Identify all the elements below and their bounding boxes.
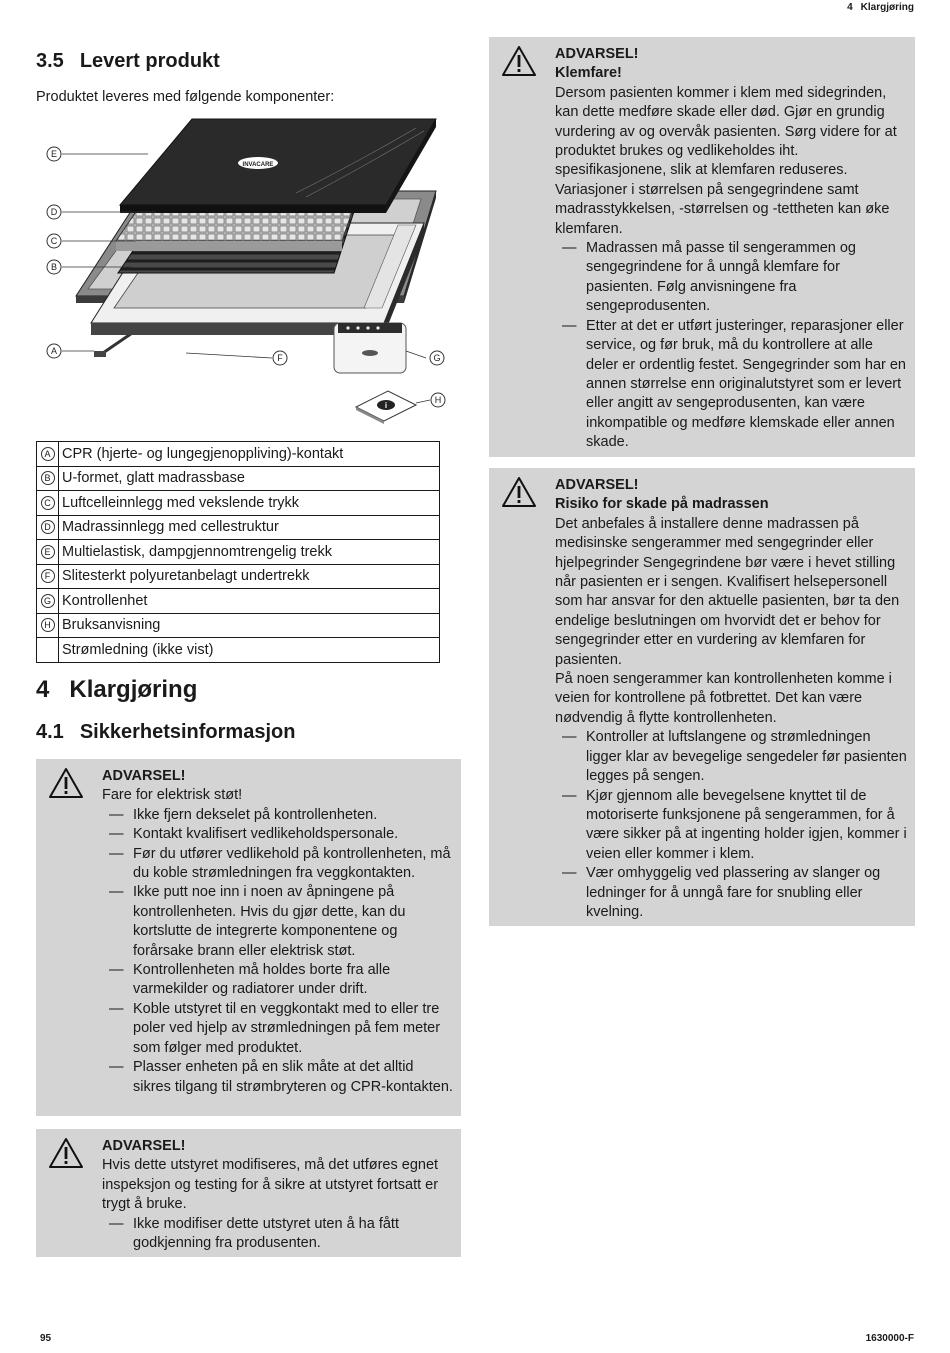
list-item: — Kontroller at luftslangene og strømledningen ligger klar av bevegelige sengedeler før pasienten legges på sengen. — [555, 728, 909, 786]
component-letter: C — [41, 496, 55, 510]
intro-text: Produktet leveres med følgende komponenter: — [36, 89, 335, 105]
warning-title: ADVARSEL! — [102, 768, 186, 784]
warning-list — [555, 239, 909, 452]
table-row — [37, 466, 440, 491]
callout-a: A — [50, 346, 58, 356]
component-letter: B — [41, 471, 55, 485]
table-row — [37, 491, 440, 516]
warning-subtitle: Klemfare! — [555, 65, 622, 82]
warning-list — [555, 728, 909, 922]
running-header — [847, 2, 914, 13]
warning-subtitle: Risiko for skade på madrassen — [555, 496, 769, 513]
component-letter: D — [41, 520, 55, 534]
warning-text: Det anbefales å installere denne madrassen på medisinske sengerammer med sengegrinder eller hjelpegrinder Sengegrindene bør være i hevet stilling når pasienten er i sengen. Kvalifisert helsepersonell som har ansvar for den aktuelle pasienten, bør ta den endelige beslutningen om hvorvidt det er behov for sengegrinder etter en vurdering av klemfaren for pasienten. — [555, 515, 900, 668]
warning-triangle-icon — [501, 45, 537, 77]
warning-triangle-icon — [501, 476, 537, 508]
section-heading-4-1 — [36, 721, 295, 744]
chapter-heading-number: 4 — [36, 676, 50, 703]
section-heading-3-5 — [36, 50, 220, 73]
component-name: Slitesterkt polyuretanbelagt undertrekk — [59, 564, 440, 589]
chapter-heading-title: Klargjøring — [69, 676, 198, 703]
component-name: Strømledning (ikke vist) — [59, 638, 440, 663]
document-number: 1630000-F — [865, 1333, 914, 1344]
warning-title: ADVARSEL! — [555, 477, 639, 493]
component-letter: E — [41, 545, 55, 559]
list-item: — Ikke modifiser dette utstyret uten å ha fått godkjenning fra produsenten. — [102, 1215, 455, 1254]
warning-mattress-damage — [489, 468, 915, 926]
list-item: — Kontrollenheten må holdes borte fra alle varmekilder og radiatorer under drift. — [102, 961, 455, 1000]
page-number: 95 — [40, 1333, 52, 1344]
component-name: Kontrollenhet — [59, 589, 440, 614]
callout-c: C — [50, 236, 58, 246]
chapter-title: Klargjøring — [860, 2, 914, 13]
table-row — [37, 515, 440, 540]
component-name: Bruksanvisning — [59, 613, 440, 638]
warning-text: Dersom pasienten kommer i klem med sidegrinden, kan dette medføre skade eller død. Gjør en grundig vurdering av og overvåk pasienten. Sørg videre for at produktet brukes og vedlikeholdes iht. spesifikasjonene, slik at klemfaren reduseres. — [555, 84, 897, 179]
warning-electric-shock — [36, 759, 461, 1116]
component-name: CPR (hjerte- og lungegjenoppliving)-kontakt — [59, 442, 440, 467]
warning-text: Hvis dette utstyret modifiseres, må det utføres egnet inspeksjon og testing for å sikre at utstyret fortsatt er trygt å bruke. — [102, 1157, 439, 1213]
component-letter: H — [41, 618, 55, 632]
warning-title: ADVARSEL! — [555, 46, 639, 62]
table-row — [37, 613, 440, 638]
list-item: — Kjør gjennom alle bevegelsene knyttet til de motoriserte funksjonene på sengerammen, for å være sikker på at ingenting holder igjen, kommer i veien eller kommer i klem. — [555, 787, 909, 865]
warning-text: På noen sengerammer kan kontrollenheten komme i veien for kontrollene på fotbrettet. Det kan være nødvendig å flytte kontrollenheten. — [555, 671, 892, 726]
warning-modification — [36, 1129, 461, 1257]
warning-text: Fare for elektrisk støt! — [102, 787, 243, 804]
components-table — [36, 441, 440, 663]
section-number: 3.5 — [36, 50, 64, 72]
top-cover-layer — [120, 119, 436, 213]
table-row — [37, 638, 440, 663]
warning-text: Variasjoner i størrelsen på sengegrindene samt madrasstykkelsen, -størrelsen og -tettheten kan øke klemfaren. — [555, 181, 890, 237]
list-item: — Ikke putt noe inn i noen av åpningene på kontrollenheten. Hvis du gjør dette, kan du kortslutte de integrerte komponentene og forårsake brann eller elektrisk støt. — [102, 883, 455, 961]
section-title: Levert produkt — [79, 50, 220, 72]
table-row — [37, 564, 440, 589]
list-item: — Madrassen må passe til sengerammen og sengegrindene for å unngå klemfare for pasienten. Følg anvisningene fra sengeprodusenten. — [555, 239, 909, 317]
component-letter: A — [41, 447, 55, 461]
list-item: — Kontakt kvalifisert vedlikeholdspersonale. — [102, 825, 455, 844]
control-unit — [334, 323, 406, 373]
warning-list — [102, 1215, 455, 1254]
component-name: Madrassinnlegg med cellestruktur — [59, 515, 440, 540]
warning-list — [102, 806, 455, 1097]
warning-triangle-icon — [48, 767, 84, 799]
component-name: U-formet, glatt madrassbase — [59, 466, 440, 491]
list-item: — Etter at det er utført justeringer, reparasjoner eller service, og før bruk, må du kontrollere at alle deler er ordentlig festet. Sengegrinder som har en annen størrelse enn originalutstyret som er levert eller angitt av sengeprodusenten, kan være inkompatible og medføre klemskade eller annen skade. — [555, 317, 909, 453]
list-item: — Koble utstyret til en veggkontakt med to eller tre poler ved hjelp av strømledningen på fem meter som følger med produktet. — [102, 1000, 455, 1058]
callout-d: D — [50, 207, 58, 217]
callout-g: G — [433, 353, 441, 363]
chapter-number: 4 — [847, 2, 853, 13]
list-item: — Vær omhyggelig ved plassering av slanger og ledninger for å unngå fare for snubling eller kvelning. — [555, 864, 909, 922]
callout-f: F — [277, 353, 283, 363]
callout-b: B — [50, 262, 58, 272]
callout-e: E — [50, 149, 58, 159]
warning-triangle-icon — [48, 1137, 84, 1169]
component-letter: G — [41, 594, 55, 608]
list-item: — Ikke fjern dekselet på kontrollenheten. — [102, 806, 455, 825]
component-name: Multielastisk, dampgjennomtrengelig trekk — [59, 540, 440, 565]
list-item: — Før du utfører vedlikehold på kontrollenheten, må du koble strømledningen fra veggkontakten. — [102, 845, 455, 884]
brand-logo: INVACARE — [242, 162, 274, 168]
section-title: Sikkerhetsinformasjon — [79, 721, 296, 743]
svg-text:i: i — [384, 401, 388, 410]
table-row — [37, 540, 440, 565]
component-letter: F — [41, 569, 55, 583]
warning-pinch-hazard — [489, 37, 915, 457]
table-row — [37, 442, 440, 467]
component-name: Luftcelleinnlegg med vekslende trykk — [59, 491, 440, 516]
product-exploded-illustration — [36, 113, 456, 428]
table-row — [37, 589, 440, 614]
section-number: 4.1 — [36, 721, 64, 743]
warning-title: ADVARSEL! — [102, 1138, 186, 1154]
user-manual — [356, 391, 416, 424]
callout-h: H — [434, 395, 442, 405]
chapter-heading — [36, 676, 197, 704]
list-item: — Plasser enheten på en slik måte at det alltid sikres tilgang til strømbryteren og CPR-kontakten. — [102, 1058, 455, 1097]
